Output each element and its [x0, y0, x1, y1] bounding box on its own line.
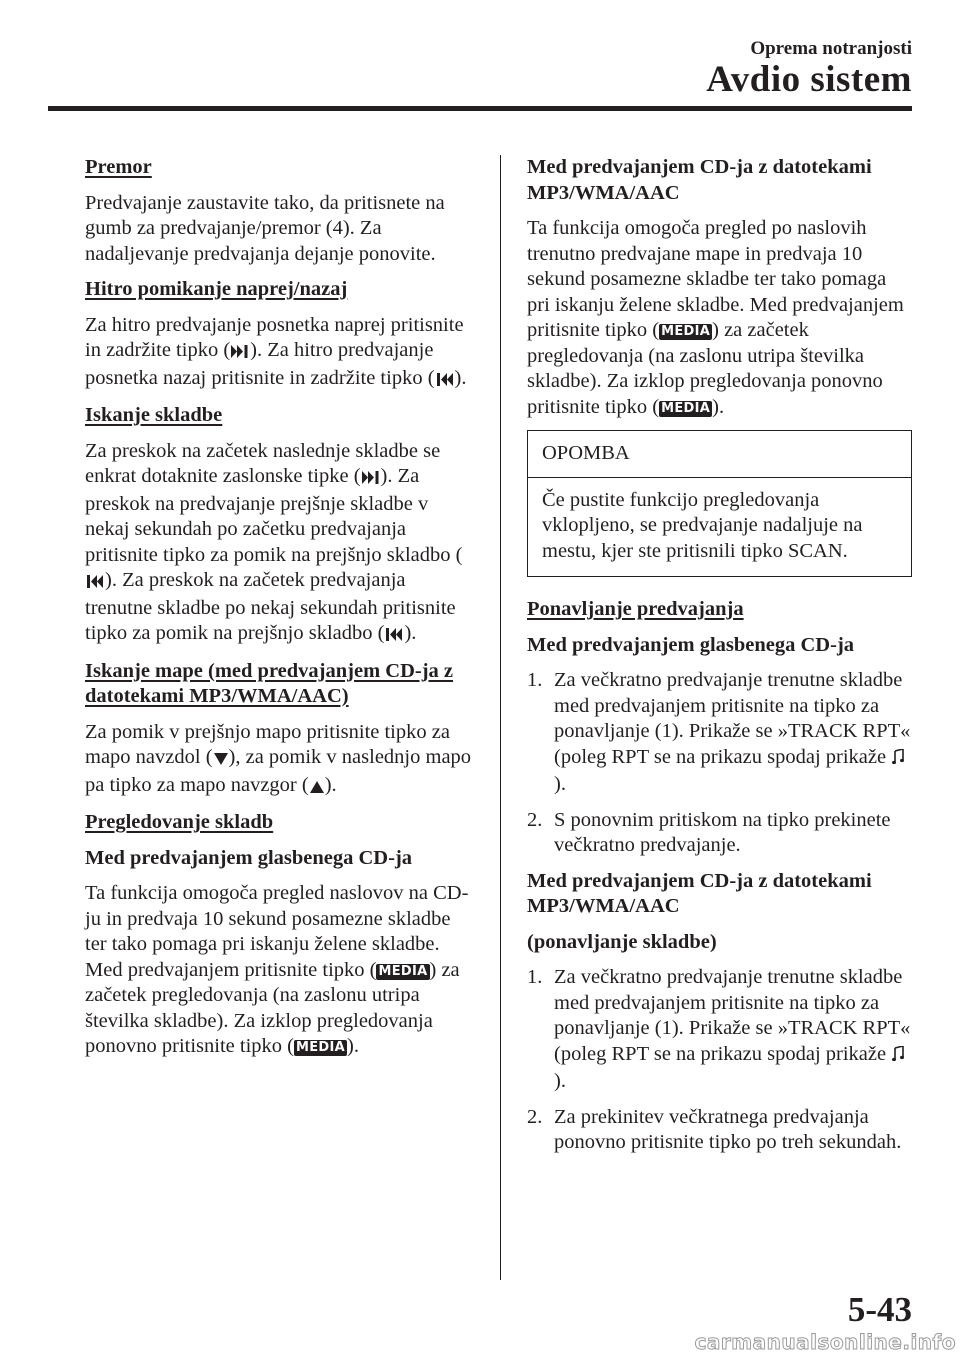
watermark: carmanualsonline.info [694, 1330, 956, 1354]
media-button-icon: MEDIA [295, 1040, 345, 1055]
triangle-down-icon [214, 747, 228, 773]
repeat-subheading-cd: Med predvajanjem glasbenega CD-ja [527, 633, 855, 656]
track-search-text: Za preskok na začetek naslednje skladbe se enkrat dotaknite zaslonske tipke ( ). Za preskok na predvajanje prejšnje skladbe v nekaj sekundah po začetku predvajanja pritisnite tipko za pomik na prejšnjo skladbo (). Za preskok na začetek predvajanja trenutne skladbe po nekaj sekundah pritisnite tipko za pomik na prejšnjo skladbo ( ). [85, 439, 477, 649]
media-button-icon: MEDIA [378, 963, 428, 979]
folder-search-text: Za pomik v prejšnjo mapo pritisnite tipko za mapo navzdol ( ), za pomik v naslednjo mapo pa tipko za mapo navzgor ( ). [85, 720, 477, 801]
media-button-icon: MEDIA [661, 324, 711, 339]
list-item: 1. Za večkratno predvajanje trenutne skladbe med predvajanjem pritisnite na tipko za ponavljanje (1). Prikaže se »TRACK RPT« (poleg RPT se na prikazu spodaj prikaže ). [527, 966, 911, 1092]
track-search-heading: Iskanje skladbe [85, 404, 223, 426]
skip-back-icon [86, 570, 104, 596]
skip-back-icon [385, 623, 403, 649]
pause-text: Predvajanje zaustavite tako, da pritisnete na gumb za predvajanje/premor (4). Za nadaljevanje predvajanja dejanje ponovite. [85, 191, 445, 265]
repeat-heading: Ponavljanje predvajanja [527, 598, 744, 620]
scan-heading: Pregledovanje skladb [85, 811, 274, 833]
header-rule [48, 106, 912, 111]
pause-heading: Premor [85, 156, 152, 178]
skip-forward-icon [231, 340, 249, 366]
note-box [527, 430, 912, 577]
repeat-subheading-mp3: Med predvajanjem CD-ja z datotekami MP3/WMA/AAC [527, 869, 872, 917]
scan-instructions: Med predvajanjem pritisnite tipko ( MEDIA) za začetek pregledovanja (na zaslonu utripa številka skladbe). Za izklop pregledovanja ponovno pritisnite tipko ( MEDIA). [85, 958, 460, 1057]
scan-subheading-cd: Med predvajanjem glasbenega CD-ja [85, 846, 413, 869]
column-divider [500, 155, 501, 1280]
section-label: Oprema notranjosti [750, 38, 912, 59]
skip-back-icon [436, 368, 454, 394]
triangle-up-icon [310, 775, 324, 801]
note-title: OPOMBA [542, 442, 630, 464]
scan-subheading-mp3: Med predvajanjem CD-ja z datotekami MP3/WMA/AAC [527, 156, 872, 204]
music-note-icon [892, 747, 904, 773]
list-item: 2. S ponovnim pritiskom na tipko prekinete večkratno predvajanje. [527, 808, 891, 856]
repeat-subheading-track: (ponavljanje skladbe) [527, 930, 717, 953]
skip-forward-icon [362, 466, 380, 492]
left-column [85, 155, 477, 1070]
page-title: Avdio sistem [706, 59, 912, 100]
media-button-icon: MEDIA [661, 400, 711, 416]
music-note-icon [892, 1044, 904, 1070]
note-text: Če pustite funkcijo pregledovanja vklopljeno, se predvajanje nadaljuje na mestu, kjer ste pritisnili tipko SCAN. [528, 477, 911, 577]
ffrew-text: Za hitro predvajanje posnetka naprej pritisnite in zadržite tipko ( ). Za hitro predvajanje posnetka nazaj pritisnite in zadržite tipko ( ). [85, 313, 477, 394]
page-number: 5-43 [847, 1290, 912, 1329]
list-item: 1. Za večkratno predvajanje trenutne skladbe med predvajanjem pritisnite na tipko za ponavljanje (1). Prikaže se »TRACK RPT« (poleg RPT se na prikazu spodaj prikaže ). [527, 669, 911, 795]
ffrew-heading: Hitro pomikanje naprej/nazaj [85, 278, 348, 300]
scan-text: Ta funkcija omogoča pregled naslovov na CD-ju in predvaja 10 sekund posamezne skladbe ter tako pomaga pri iskanju želene skladbe. [85, 882, 469, 955]
scan-mp3-text: Ta funkcija omogoča pregled po naslovih trenutno predvajane mape in predvaja 10 sekund posamezne skladbe ter tako pomaga pri iskanju želene skladbe. Med predvajanjem pritisnite tipko ( MEDIA) za začetek pregledovanja (na zaslonu utripa številka skladbe). Za izklop pregledovanja ponovno pritisnite tipko ( MEDIA). [527, 217, 904, 418]
right-column [527, 155, 912, 1166]
folder-search-heading: Iskanje mape (med predvajanjem CD-ja z datotekami MP3/WMA/AAC) [85, 659, 454, 707]
list-item: 2. Za prekinitev večkratnega predvajanja ponovno pritisnite tipko po treh sekundah. [527, 1105, 902, 1153]
